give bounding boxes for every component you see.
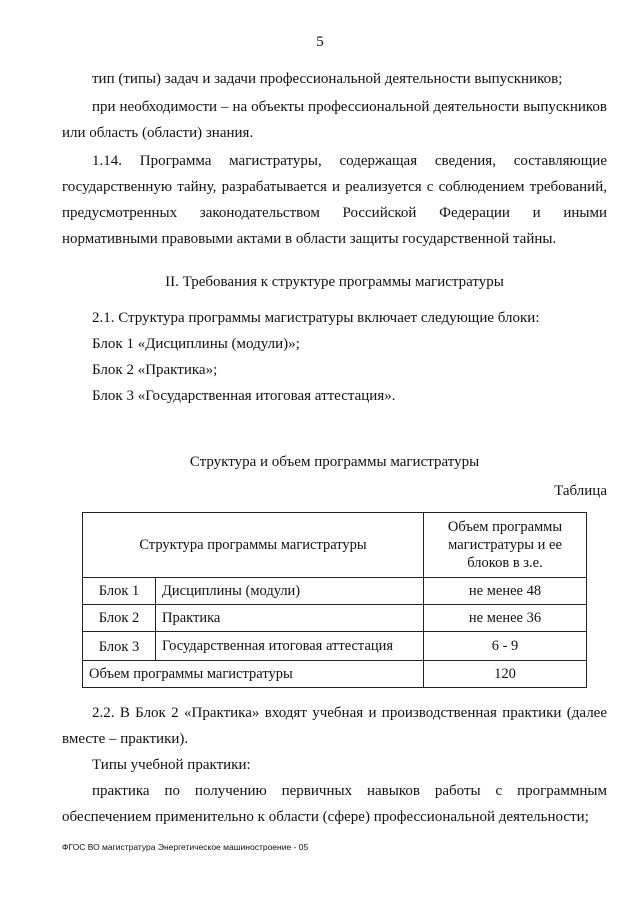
cell-total-value: 120	[424, 661, 587, 688]
cell-volume: 6 - 9	[424, 632, 587, 661]
table-row	[83, 605, 587, 632]
cell-volume: не менее 48	[424, 578, 587, 605]
paragraph-practice-first: практика по получению первичных навыков работы с программным обеспечением применительно к области (сфере) профессиональной деятельности;	[62, 783, 607, 825]
cell-block: Блок 1	[83, 578, 156, 605]
paragraph-state-secret: 1.14. Программа магистратуры, содержащая сведения, составляющие государственную тайну, разрабатывается и реализуется с соблюдением требований, предусмотренных законодательством Российской Федерации и иными нормативными правовыми актами в области защиты государственной тайны.	[62, 153, 607, 247]
page-number: 5	[316, 34, 324, 50]
table-header-row	[83, 513, 587, 578]
cell-name: Дисциплины (модули)	[156, 578, 424, 605]
table-row	[83, 578, 587, 605]
list-item-block-1: Блок 1 «Дисциплины (модули)»;	[92, 336, 300, 352]
paragraph-practice-block: 2.2. В Блок 2 «Практика» входят учебная и производственная практики (далее вместе – практики).	[62, 705, 607, 747]
table-total-row	[83, 661, 587, 688]
cell-total-label: Объем программы магистратуры	[83, 661, 424, 688]
structure-table	[82, 512, 587, 688]
cell-block: Блок 3	[83, 632, 156, 661]
cell-name: Практика	[156, 605, 424, 632]
cell-volume: не менее 36	[424, 605, 587, 632]
paragraph-practice-types: Типы учебной практики:	[92, 757, 251, 773]
table-label: Таблица	[554, 483, 607, 499]
footer-text: ФГОС ВО магистратура Энергетическое машиностроение - 05	[62, 842, 309, 852]
cell-name: Государственная итоговая аттестация	[156, 632, 424, 661]
table-title: Структура и объем программы магистратуры	[189, 454, 480, 470]
paragraph-professional-objects: при необходимости – на объекты профессиональной деятельности выпускников или область (области) знания.	[62, 99, 607, 141]
header-structure: Структура программы магистратуры	[83, 513, 424, 578]
header-volume: Объем программы магистратуры и ее блоков в з.е.	[424, 513, 587, 578]
paragraph-task-types: тип (типы) задач и задачи профессиональной деятельности выпускников;	[92, 71, 563, 87]
document-body	[62, 66, 607, 830]
cell-block: Блок 2	[83, 605, 156, 632]
list-item-block-3: Блок 3 «Государственная итоговая аттестация».	[92, 388, 396, 404]
paragraph-structure-blocks: 2.1. Структура программы магистратуры включает следующие блоки:	[92, 310, 540, 326]
table-row	[83, 632, 587, 661]
list-item-block-2: Блок 2 «Практика»;	[92, 362, 218, 378]
section-heading: II. Требования к структуре программы магистратуры	[165, 274, 504, 290]
